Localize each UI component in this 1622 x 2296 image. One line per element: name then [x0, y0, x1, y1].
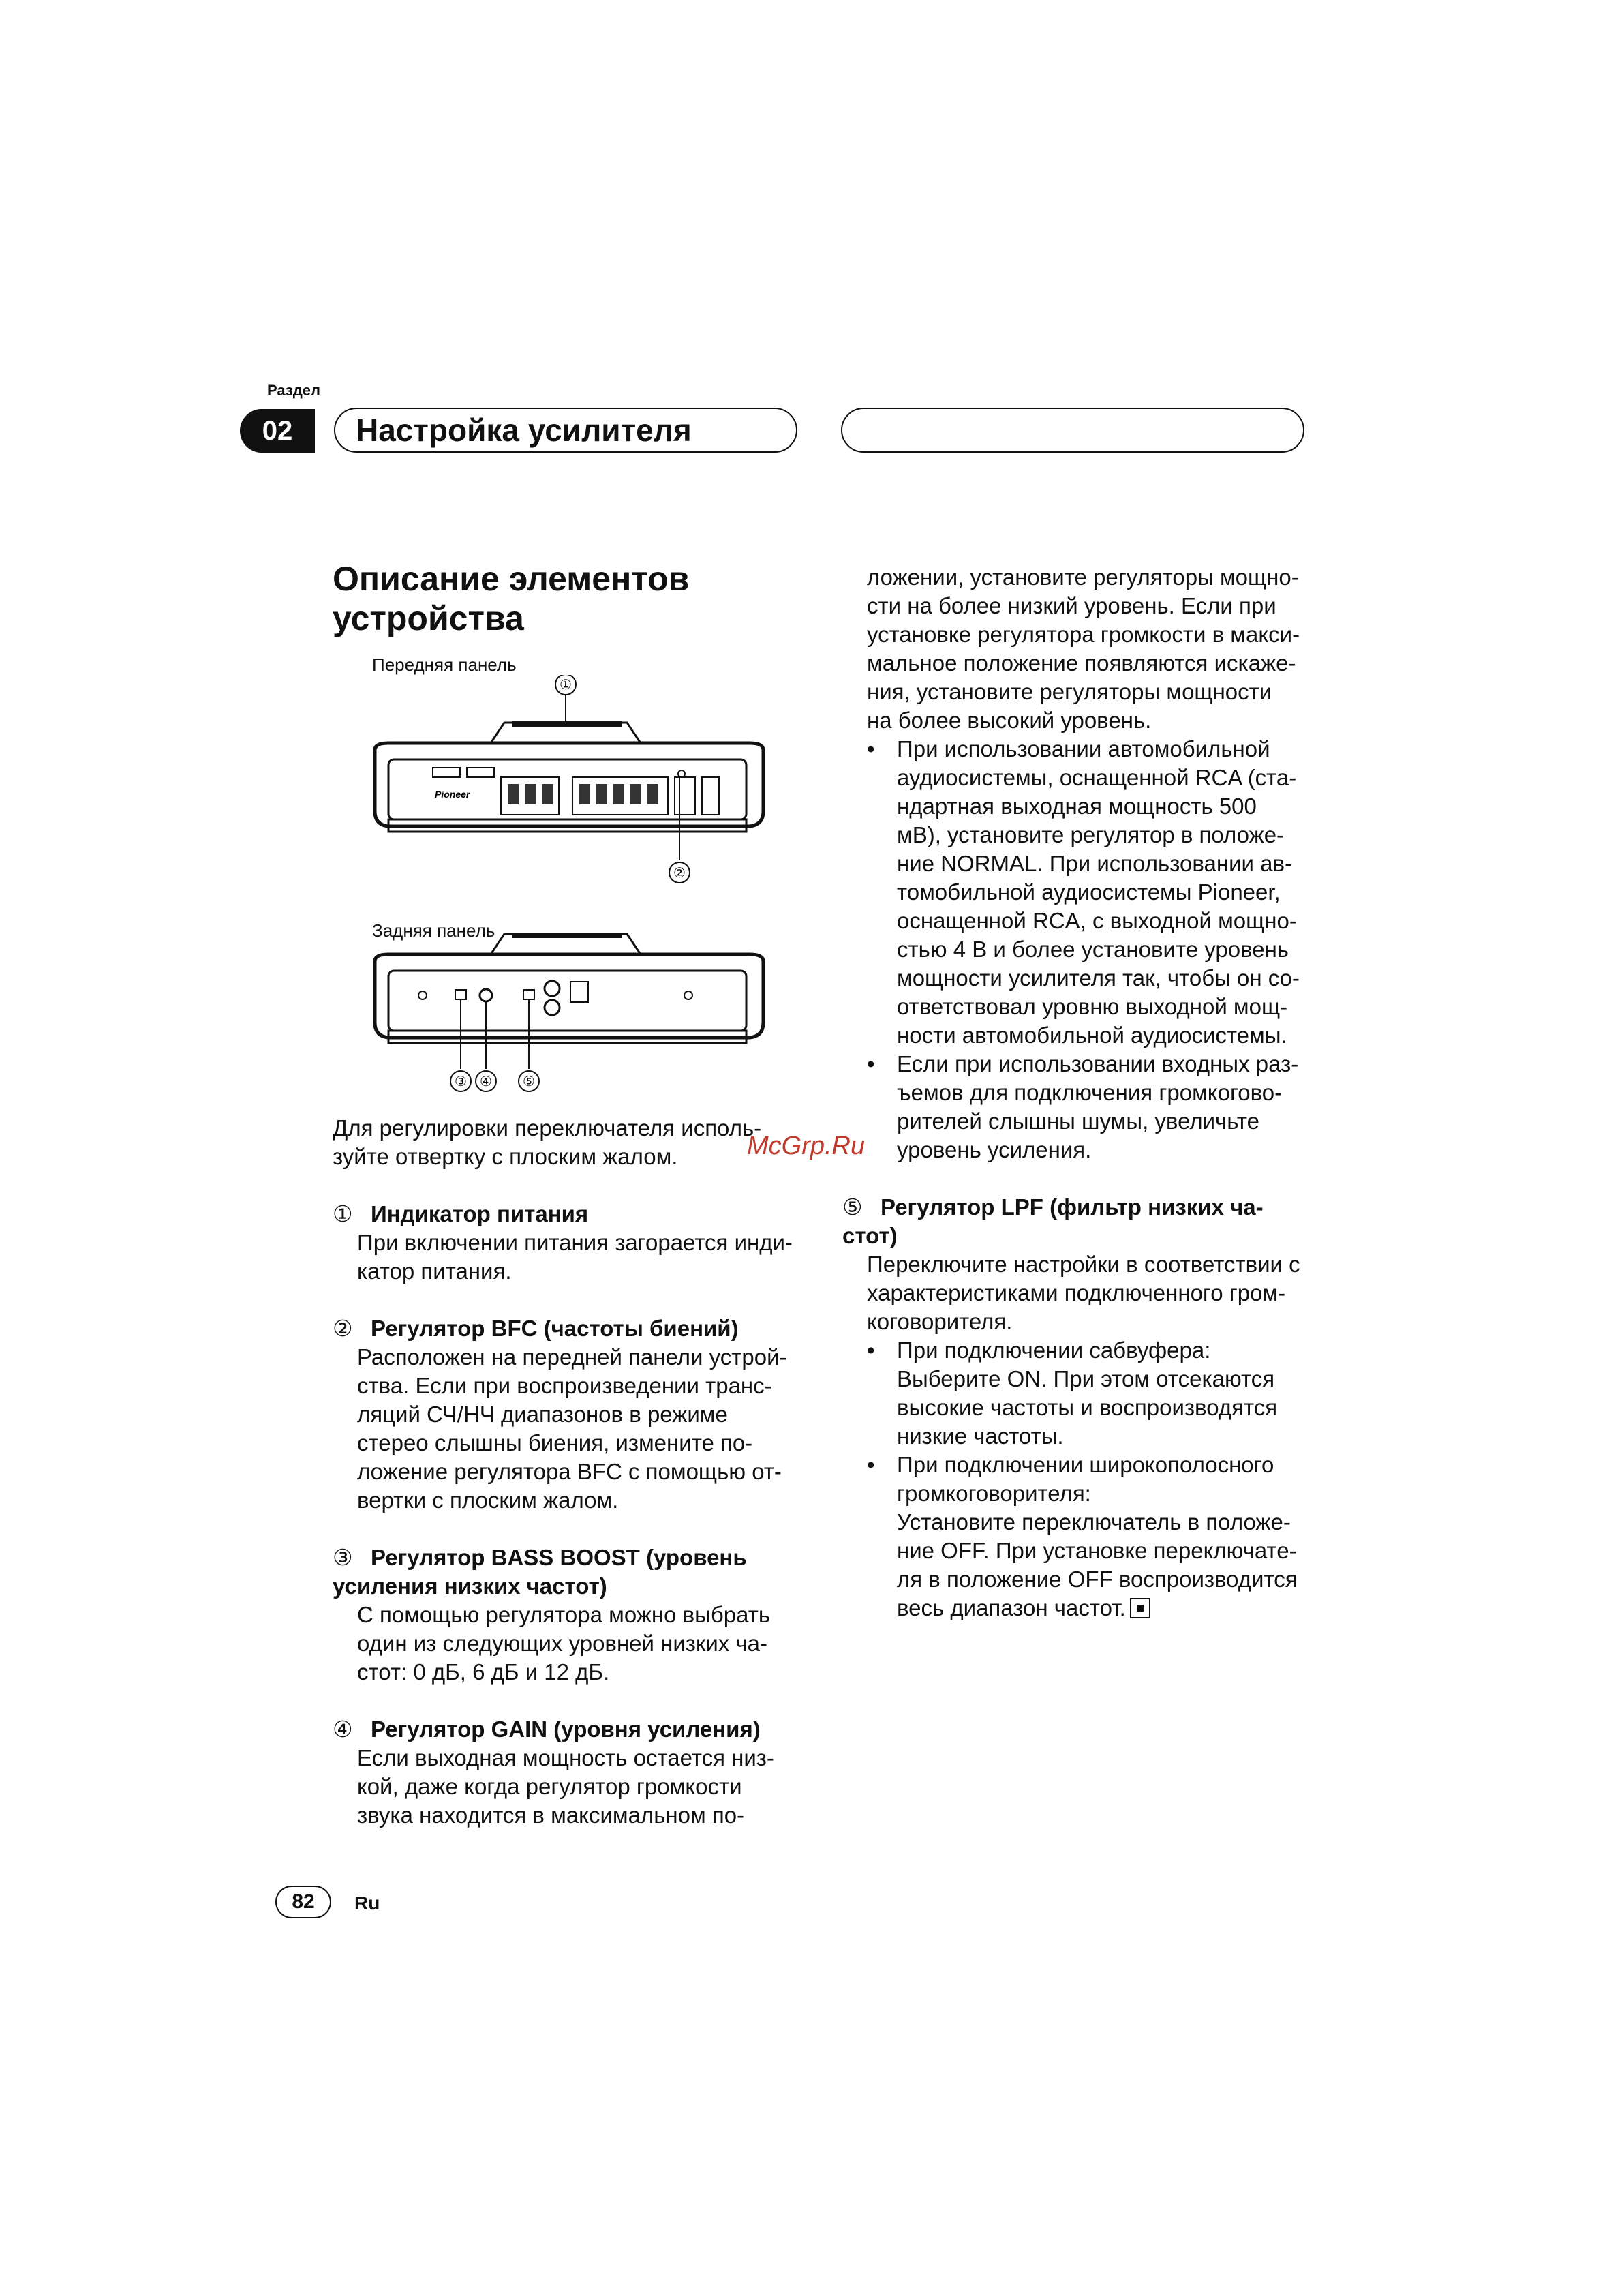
bullet3-line: высокие частоты и воспроизводятся [897, 1395, 1278, 1420]
item2-line: ства. Если при воспроизведении транс- [357, 1373, 772, 1398]
item1-line: При включении питания загорается инди- [357, 1230, 793, 1255]
bullet4-line: весь диапазон частот. [897, 1595, 1126, 1620]
item4-line: звука находится в максимальном по- [357, 1802, 745, 1828]
item1-title: Индикатор питания [371, 1201, 589, 1226]
cont-line: на более высокий уровень. [867, 708, 1152, 733]
bullet1-line: мВ), установите регулятор в положе- [897, 822, 1285, 847]
rear-marker-5: ⑤ [523, 1074, 535, 1089]
item4-line: кой, даже когда регулятор громкости [357, 1774, 742, 1799]
item3-heading [333, 1543, 810, 1572]
item1-heading [333, 1200, 810, 1228]
bullet4-line: ние OFF. При установке переключате- [897, 1538, 1297, 1563]
bullet4-line: • При подключении широкополосного [842, 1451, 1333, 1479]
section-number: 02 [240, 409, 315, 453]
rear-marker-4: ④ [480, 1074, 492, 1089]
item3-title-1: Регулятор BASS BOOST (уровень [371, 1545, 747, 1570]
bullet3-line: низкие частоты. [897, 1423, 1064, 1449]
item5-line: коговорителя. [867, 1309, 1013, 1334]
item2-number: ② [333, 1316, 353, 1341]
item3-line: стот: 0 дБ, 6 дБ и 12 дБ. [357, 1659, 610, 1685]
amplifier-diagram [368, 675, 831, 1111]
bullet4-last [842, 1594, 1333, 1622]
bullet3-line: • При подключении сабвуфера: [842, 1336, 1333, 1365]
bullet1-line: мощности усилителя так, чтобы он со- [897, 965, 1300, 991]
bullet1-line: ности автомобильной аудиосистемы. [897, 1023, 1287, 1048]
front-marker-1: ① [560, 678, 572, 693]
bullet4-line: ля в положение OFF воспроизводится [897, 1567, 1298, 1592]
page-number: 82 [275, 1886, 331, 1918]
bullet1-line: ответствовал уровню выходной мощ- [897, 994, 1288, 1019]
heading-line-2: устройства [333, 599, 524, 637]
right-column [842, 563, 1333, 1622]
item2-title: Регулятор BFC (частоты биений) [371, 1316, 739, 1341]
end-mark-icon [1130, 1598, 1150, 1618]
item5-heading [842, 1193, 1333, 1222]
rear-marker-3: ③ [455, 1074, 467, 1089]
item3-line: С помощью регулятора можно выбрать [357, 1602, 771, 1627]
item3-line: один из следующих уровней низких ча- [357, 1631, 767, 1656]
bullet1-line: ние NORMAL. При использовании ав- [897, 851, 1293, 876]
front-panel-figure [375, 675, 763, 883]
bullet1-line: стью 4 В и более установите уровень [897, 937, 1289, 962]
chapter-title [334, 408, 797, 453]
item2-line: вертки с плоским жалом. [357, 1487, 619, 1513]
bullet2-line: • Если при использовании входных раз- [842, 1050, 1333, 1078]
item2-line: ложение регулятора BFC с помощью от- [357, 1459, 782, 1484]
language-code: Ru [354, 1892, 380, 1914]
item2-heading [333, 1314, 810, 1343]
item5-title-1: Регулятор LPF (фильтр низких ча- [881, 1194, 1264, 1220]
bullet4-line: громкоговорителя: [897, 1481, 1091, 1506]
item4-line: Если выходная мощность остается низ- [357, 1745, 774, 1770]
caption-front-panel: Передняя панель [372, 654, 517, 675]
section-heading [333, 559, 810, 638]
item1-line: катор питания. [357, 1258, 512, 1284]
bullet1-line: оснащенной RCA, с выходной мощно- [897, 908, 1297, 933]
item3-number: ③ [333, 1545, 353, 1570]
bullet2-line: уровень усиления. [897, 1137, 1092, 1162]
heading-line-1: Описание элементов [333, 560, 690, 598]
bullet3-line: Выберите ON. При этом отсекаются [897, 1366, 1275, 1391]
item5-line: Переключите настройки в соответствии с [867, 1252, 1300, 1277]
front-brand-logo: Pioneer [435, 789, 470, 800]
item5-number: ⑤ [842, 1194, 863, 1220]
rear-panel-figure [375, 933, 763, 1091]
bullet1-line: аудиосистемы, оснащенной RCA (ста- [897, 765, 1297, 790]
cont-line: ния, установите регуляторы мощности [867, 679, 1272, 704]
item4-heading [333, 1715, 810, 1744]
bullet4-line: Установите переключатель в положе- [897, 1509, 1291, 1535]
bullet1-line: • При использовании автомобильной [842, 735, 1333, 764]
item1-number: ① [333, 1201, 353, 1226]
item4-number: ④ [333, 1717, 353, 1742]
item2-line: стерео слышны биения, измените по- [357, 1430, 753, 1455]
front-marker-2: ② [673, 866, 686, 881]
left-column-body [333, 1114, 810, 1830]
bullet2-line: рителей слышны шумы, увеличьте [897, 1108, 1259, 1134]
cont-line: ложении, установите регуляторы мощно- [867, 564, 1299, 590]
caption-rear-panel: Задняя панель [372, 920, 495, 941]
chapter-title-text: Настройка усилителя [356, 412, 692, 448]
left-column [333, 559, 810, 638]
cont-line: установке регулятора громкости в макси- [867, 622, 1300, 647]
watermark: McGrp.Ru [747, 1132, 866, 1160]
item2-line: ляций СЧ/НЧ диапазонов в режиме [357, 1402, 728, 1427]
section-label: Раздел [267, 382, 320, 399]
item5-title-2: стот) [842, 1223, 898, 1248]
intro-line-2: зуйте отвертку с плоским жалом. [333, 1144, 678, 1169]
item3-title-2: усиления низких частот) [333, 1573, 607, 1599]
item4-title: Регулятор GAIN (уровня усиления) [371, 1717, 761, 1742]
cont-line: сти на более низкий уровень. Если при [867, 593, 1276, 618]
intro-line-1: Для регулировки переключателя исполь- [333, 1115, 762, 1141]
item2-line: Расположен на передней панели устрой- [357, 1344, 787, 1370]
bullet1-line: ндартная выходная мощность 500 [897, 794, 1257, 819]
header-empty-pill [841, 408, 1304, 453]
bullet1-line: томобильной аудиосистемы Pioneer, [897, 879, 1281, 905]
bullet2-line: ъемов для подключения громкогово- [897, 1080, 1283, 1105]
item5-line: характеристиками подключенного гром- [867, 1280, 1286, 1305]
cont-line: мальное положение появляются искаже- [867, 650, 1296, 676]
